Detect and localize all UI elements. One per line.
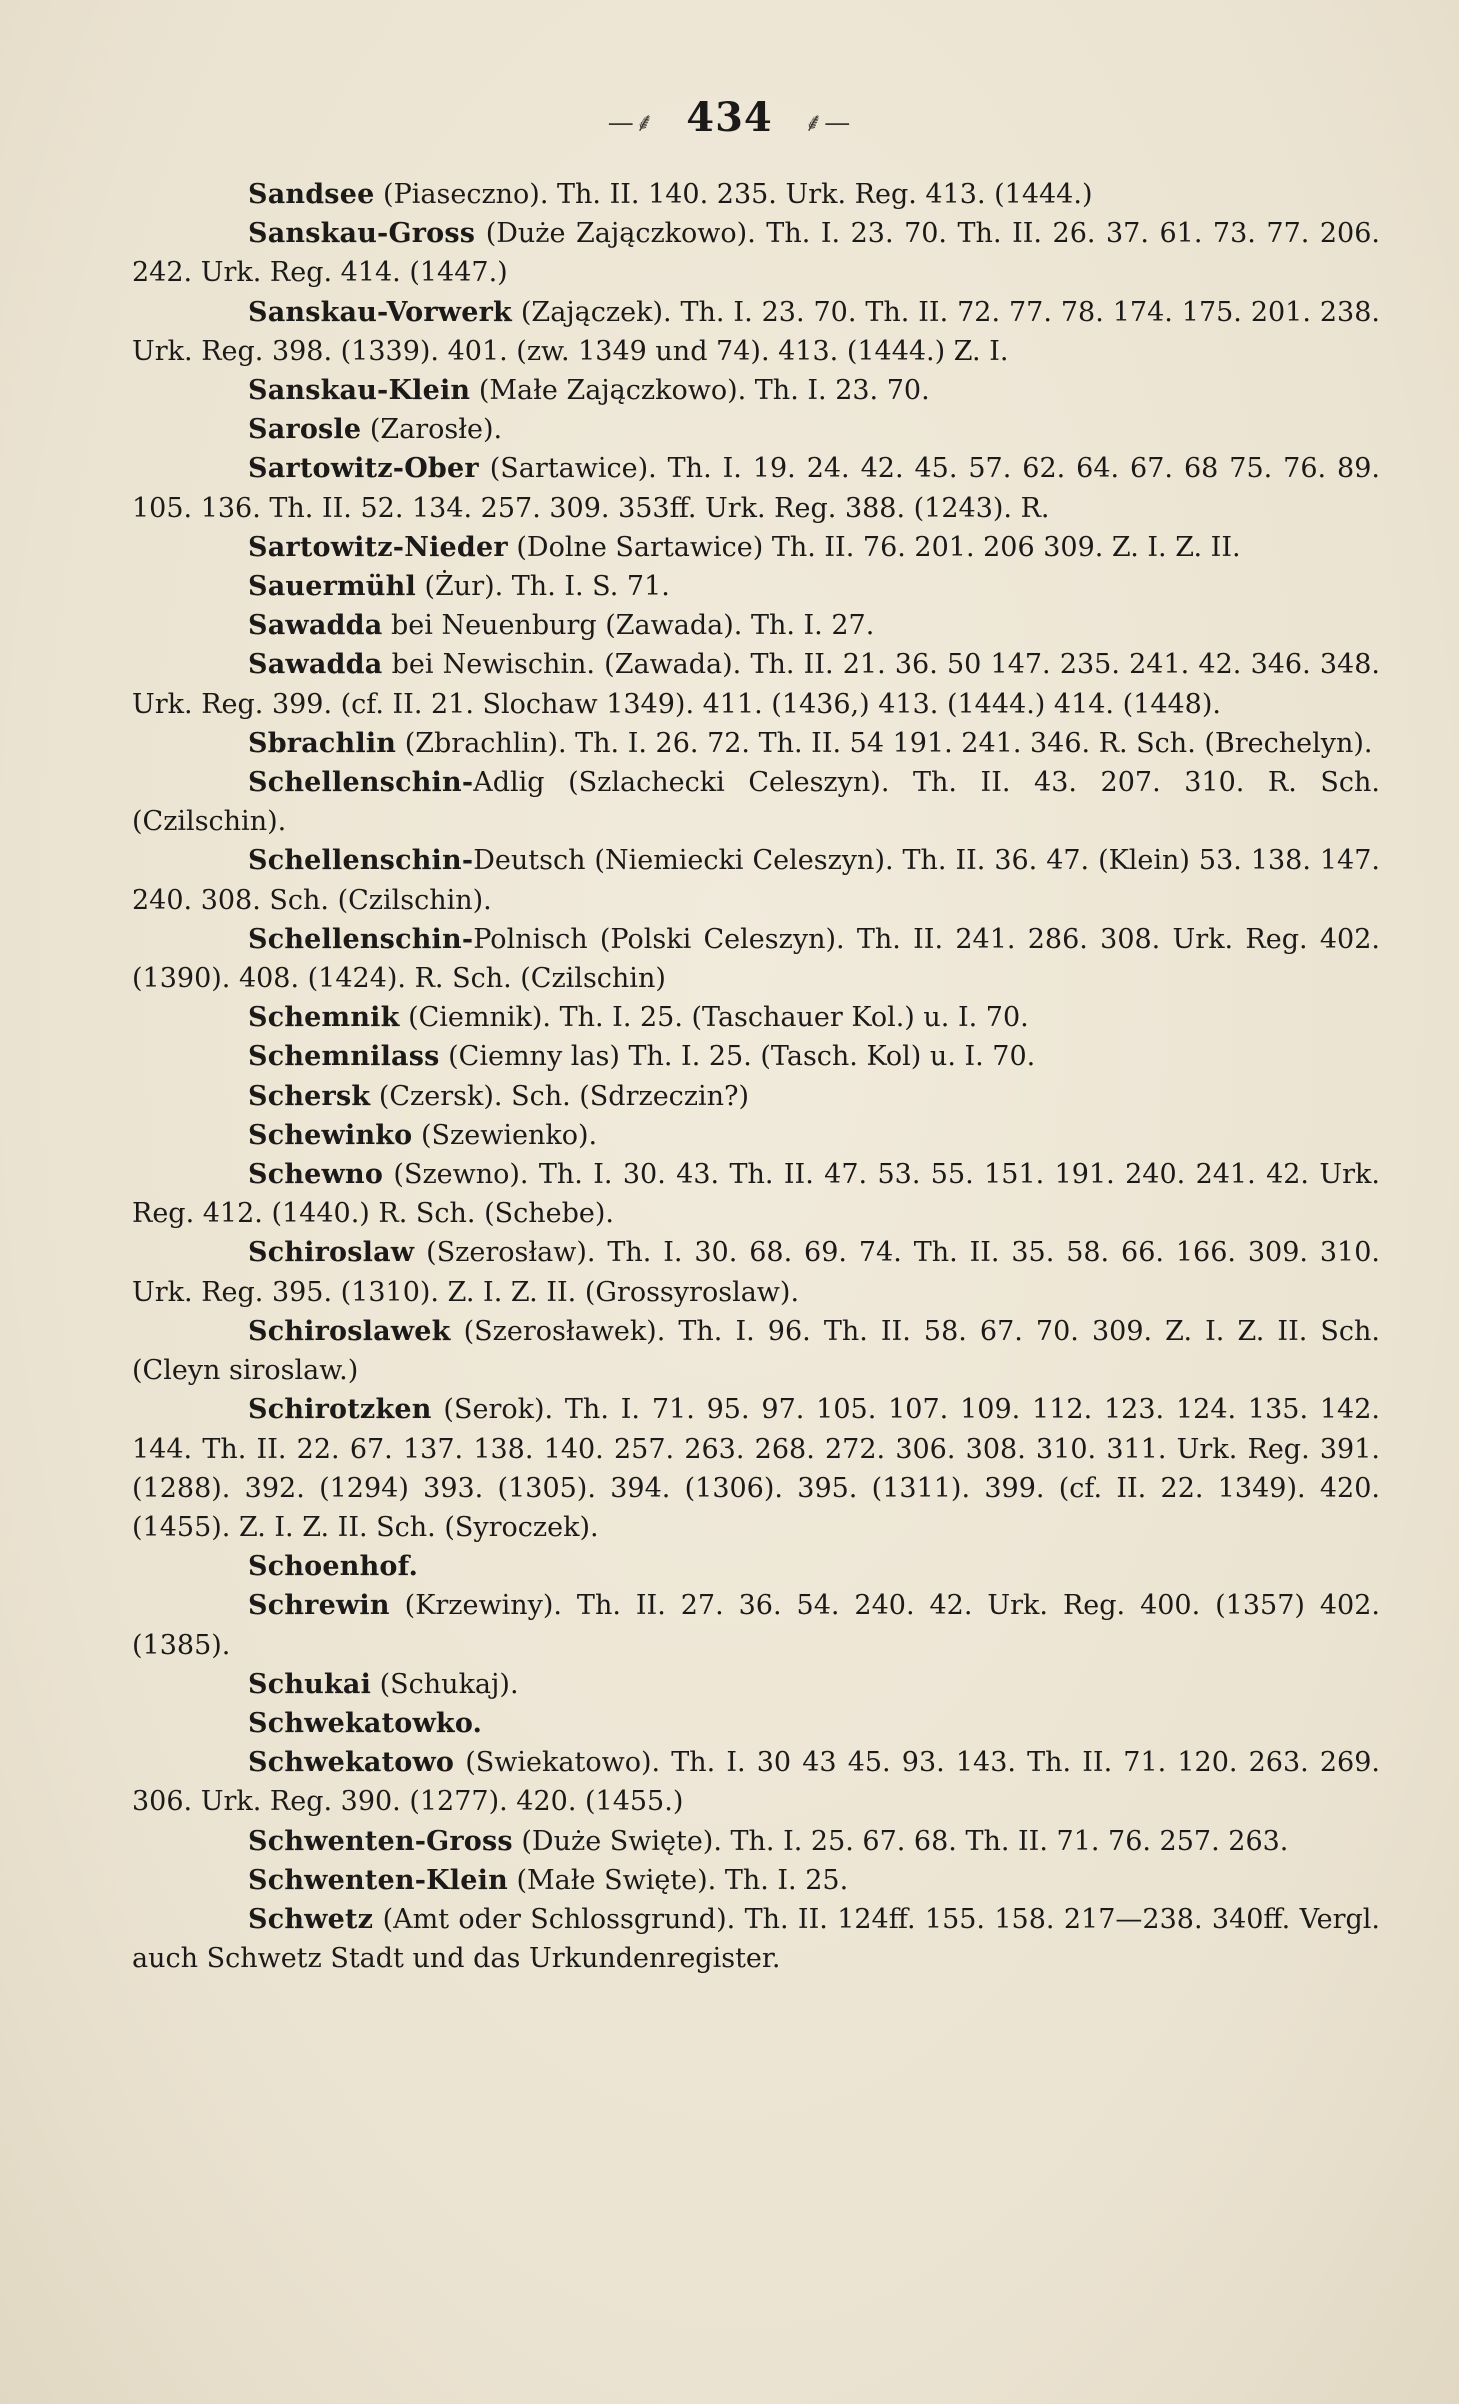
entry-headword: Sarosle [248, 414, 362, 446]
entry-headword: Sbrachlin [248, 727, 397, 759]
entry-headword: Schemnilass [248, 1041, 440, 1073]
entry-text: (Krzewiny). Th. II. 27. 36. 54. 240. 42. Urk. Reg. 400. (1357) 402. (1385). [132, 1590, 1380, 1661]
entry-headword: Schwenten-Gross [248, 1825, 513, 1857]
entry-headword: Schukai [248, 1668, 372, 1700]
entry-headword: Schellenschin- [248, 845, 474, 877]
entry-headword: Schoenhof. [248, 1551, 419, 1583]
index-entry [132, 1077, 1380, 1116]
entry-headword: Sandsee [248, 179, 375, 210]
entry-text: (Szerosław). Th. I. 30. 68. 69. 74. Th. II. 35. 58. 66. 166. 309. 310. Urk. Reg. 395. (1310). Z. I. Z. II. (Grossyroslaw). [132, 1237, 1380, 1308]
entry-headword: Schwetz [248, 1903, 374, 1935]
index-entry [132, 1116, 1380, 1155]
entry-headword: Schwenten-Klein [248, 1864, 508, 1896]
entry-text: (Swiekatowo). Th. I. 30 43 45. 93. 143. Th. II. 71. 120. 263. 269. 306. Urk. Reg. 390. (1277). 420. (1455.) [132, 1747, 1380, 1818]
entry-headword: Sanskau-Klein [248, 375, 471, 407]
entry-headword: Schrewin [248, 1590, 390, 1622]
index-entry [132, 293, 1380, 371]
index-entry [132, 1665, 1380, 1704]
entry-text: (Żur). Th. I. S. 71. [415, 571, 670, 603]
entry-text: (Ciemnik). Th. I. 25. (Taschauer Kol.) u. I. 70. [399, 1002, 1029, 1034]
entry-headword: Schemnik [248, 1002, 400, 1034]
index-entry [132, 1743, 1380, 1821]
index-entry [132, 724, 1380, 763]
entry-text: (Duże Swięte). Th. I. 25. 67. 68. Th. II. 71. 76. 257. 263. [512, 1825, 1289, 1857]
entry-headword: Sauermühl [248, 571, 416, 603]
index-entry [132, 528, 1380, 567]
entry-headword: Schellenschin- [248, 923, 474, 955]
entry-text: (Szerosławek). Th. I. 96. Th. II. 58. 67. 70. 309. Z. I. Z. II. Sch. (Cleyn siroslaw.) [132, 1315, 1380, 1387]
entry-text: (Serok). Th. I. 71. 95. 97. 105. 107. 109. 112. 123. 124. 135. 142. 144. Th. II. 22. 67. 137. 138. 140. 257. 263. 268. 272. 306. 308. 310. 311. Urk. Reg. 391. (1288). 392. (1294) 393. (1305). 394. (1306). 395. (1311). 399. (cf. II. 22. 1349). 420. (1455). Z. I. Z. II. Sch. (Syroczek). [132, 1394, 1380, 1543]
index-entry [132, 1233, 1380, 1311]
entry-headword: Sartowitz-Ober [248, 453, 479, 485]
entry-headword: Schewinko [248, 1119, 413, 1151]
index-entry [132, 1704, 1380, 1743]
index-entry [132, 1900, 1380, 1978]
entry-text: (Sartawice). Th. I. 19. 24. 42. 45. 57. 62. 64. 67. 68 75. 76. 89. 105. 136. Th. II. 52. 134. 257. 309. 353ff. Urk. Reg. 388. (1243). R. [132, 453, 1380, 524]
index-entry [132, 998, 1380, 1037]
index-entry [132, 1390, 1380, 1547]
entry-text: (Ciemny las) Th. I. 25. (Tasch. Kol) u. I. 70. [439, 1041, 1036, 1073]
index-entry [132, 1861, 1380, 1900]
entry-headword: Sartowitz-Nieder [248, 531, 508, 563]
index-entry [132, 1547, 1380, 1586]
entry-text: (Duże Zajączkowo). Th. I. 23. 70. Th. II. 26. 37. 61. 73. 77. 206. 242. Urk. Reg. 414. (1447.) [132, 218, 1380, 289]
entry-text: (Piaseczno). Th. II. 140. 235. Urk. Reg. 413. (1444.) [374, 179, 1093, 210]
entry-headword: Sanskau-Vorwerk [248, 296, 512, 328]
index-entry [132, 1822, 1380, 1861]
entry-text: (Czersk). Sch. (Sdrzeczin?) [370, 1080, 750, 1112]
entry-text: (Zajączek). Th. I. 23. 70. Th. II. 72. 77. 78. 174. 175. 201. 238. Urk. Reg. 398. (1339). 401. (zw. 1349 und 74). 413. (1444.) Z. I. [132, 296, 1380, 367]
entry-headword: Schellenschin- [248, 767, 474, 799]
index-entry [132, 567, 1380, 606]
page-number: 434 [686, 94, 773, 141]
index-entry [132, 1586, 1380, 1664]
index-entry [132, 1312, 1380, 1390]
entry-text: Deutsch (Niemiecki Celeszyn). Th. II. 36. 47. (Klein) 53. 138. 147. 240. 308. Sch. (Czilschin). [132, 845, 1380, 916]
index-entry [132, 763, 1380, 841]
entry-headword: Sanskau-Gross [248, 218, 476, 250]
entry-headword: Sawadda [248, 649, 383, 681]
index-entry [132, 214, 1380, 292]
entry-text: (Szewienko). [412, 1119, 598, 1151]
entry-headword: Schiroslaw [248, 1237, 415, 1269]
entry-text: (Schukaj). [371, 1668, 519, 1700]
page-header [0, 94, 1459, 141]
entry-text: (Amt oder Schlossgrund). Th. II. 124ff. 155. 158. 217—238. 340ff. Vergl. auch Schwetz Stadt und das Urkundenregister. [132, 1903, 1380, 1975]
entry-headword: Schirotzken [248, 1394, 432, 1426]
index-entry [132, 841, 1380, 919]
entry-text: bei Neuenburg (Zawada). Th. I. 27. [382, 610, 875, 642]
index-entry [132, 175, 1380, 214]
entry-text: (Małe Zajączkowo). Th. I. 23. 70. [470, 375, 930, 407]
entry-headword: Schewno [248, 1159, 384, 1191]
entry-text: (Zbrachlin). Th. I. 26. 72. Th. II. 54 191. 241. 346. R. Sch. (Brechelyn). [396, 727, 1373, 759]
index-entry [132, 1155, 1380, 1233]
entry-headword: Schwekatowo [248, 1747, 455, 1779]
index-entry [132, 606, 1380, 645]
index-entry [132, 371, 1380, 410]
entry-text: bei Newischin. (Zawada). Th. II. 21. 36. 50 147. 235. 241. 42. 346. 348. Urk. Reg. 399. (cf. II. 21. Slochaw 1349). 411. (1436,) 413. (1444.) 414. (1448). [132, 649, 1380, 720]
index-entries [132, 175, 1380, 1978]
header-ornament-left: —⸙ [607, 108, 656, 138]
entry-text: (Dolne Sartawice) Th. II. 76. 201. 206 309. Z. I. Z. II. [507, 531, 1241, 563]
entry-headword: Schiroslawek [248, 1315, 451, 1347]
entry-headword: Sawadda [248, 610, 383, 642]
entry-text: (Zarosłe). [361, 414, 503, 446]
index-entry [132, 410, 1380, 449]
index-entry [132, 920, 1380, 998]
header-ornament-right: ⸙— [803, 108, 852, 138]
entry-headword: Schersk [248, 1080, 371, 1112]
entry-headword: Schwekatowko. [248, 1707, 483, 1739]
entry-text: Polnisch (Polski Celeszyn). Th. II. 241. 286. 308. Urk. Reg. 402. (1390). 408. (1424). R. Sch. (Czilschin) [132, 923, 1380, 995]
entry-text: Adlig (Szlachecki Celeszyn). Th. II. 43. 207. 310. R. Sch. (Czilschin). [132, 767, 1380, 838]
index-entry [132, 645, 1380, 723]
index-entry [132, 1037, 1380, 1076]
entry-text: (Małe Swięte). Th. I. 25. [507, 1864, 849, 1896]
index-entry [132, 449, 1380, 527]
entry-text: (Szewno). Th. I. 30. 43. Th. II. 47. 53. 55. 151. 191. 240. 241. 42. Urk. Reg. 412. (1440.) R. Sch. (Schebe). [132, 1159, 1380, 1230]
